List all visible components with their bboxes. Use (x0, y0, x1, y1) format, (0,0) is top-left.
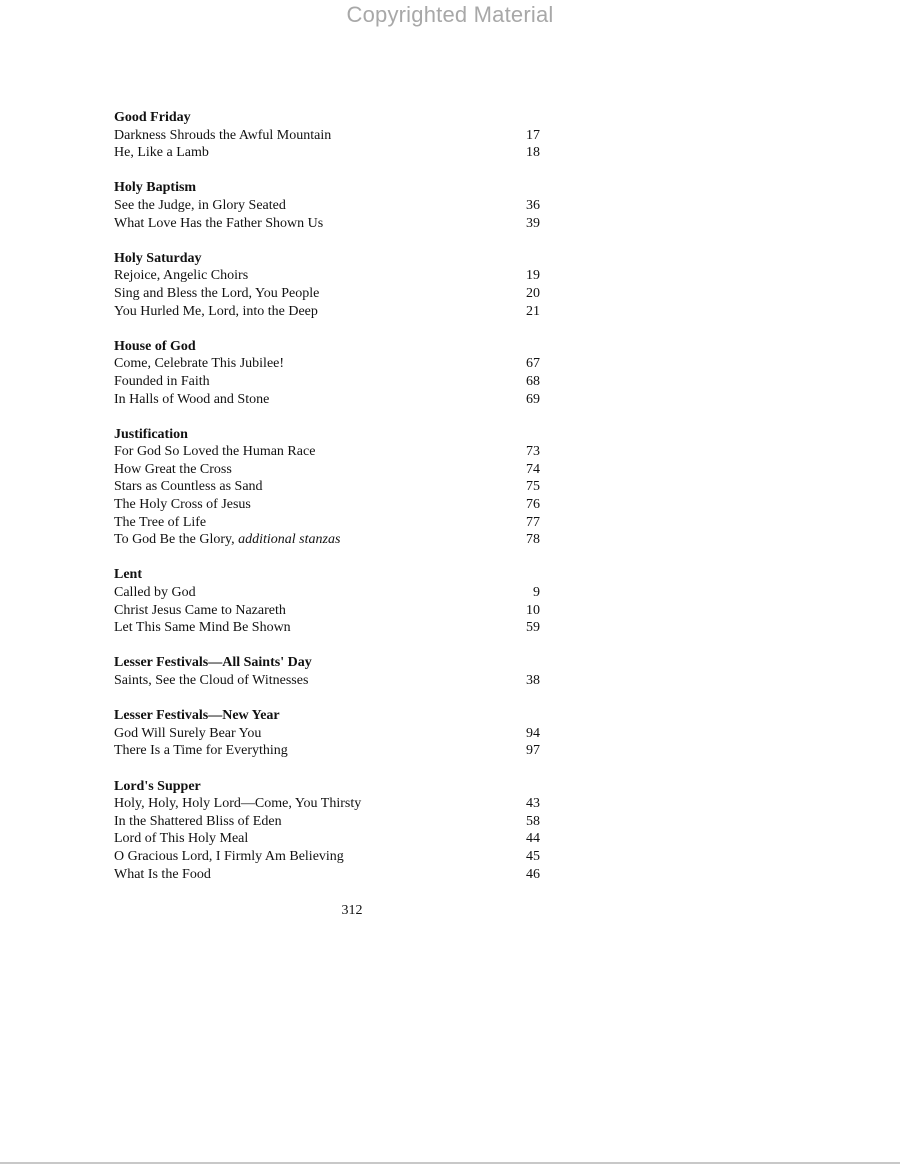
entry-title-text: Come, Celebrate This Jubilee! (114, 356, 285, 372)
index-entry (114, 355, 540, 373)
entry-title (114, 144, 209, 162)
entry-title-text: Saints, See the Cloud of Witnesses (114, 673, 309, 688)
index-entry (114, 303, 540, 321)
entry-title (114, 531, 340, 549)
entry-title (114, 461, 232, 479)
entry-title (114, 443, 315, 461)
entry-title (114, 602, 286, 620)
entry-title (114, 391, 269, 409)
index-entry (114, 866, 540, 884)
index-entry (114, 830, 540, 848)
entry-page-number: 36 (526, 197, 540, 213)
entry-title (114, 514, 206, 532)
index-section (114, 707, 540, 760)
index-entry (114, 215, 540, 233)
entry-title-text: God Will Surely Bear You (114, 725, 262, 741)
entry-page-number: 68 (526, 373, 540, 389)
page-number: 312 (341, 903, 363, 918)
entry-title (114, 197, 286, 215)
entry-title-text: Founded in Faith (114, 373, 210, 389)
index-entry (114, 514, 540, 532)
entry-page-number: 19 (526, 268, 540, 284)
entry-title (114, 672, 308, 690)
index-entry (114, 813, 540, 831)
entry-title (114, 355, 284, 373)
entry-title-text: In the Shattered Bliss of Eden (114, 813, 282, 829)
index-section (114, 654, 540, 689)
index-section (114, 426, 540, 549)
section-heading: Holy Saturday (114, 250, 202, 266)
topical-index (114, 109, 540, 901)
entry-title (114, 584, 196, 602)
index-section (114, 109, 540, 162)
entry-page-number: 38 (526, 673, 540, 688)
entry-title-text: The Tree of Life (114, 514, 207, 530)
section-heading: Good Friday (114, 110, 191, 125)
entry-title (114, 830, 248, 848)
entry-page-number: 58 (526, 813, 540, 829)
index-entry (114, 391, 540, 409)
entry-title-text: What Love Has the Father Shown Us (114, 215, 324, 231)
entry-title-text: Darkness Shrouds the Awful Mountain (114, 127, 332, 143)
index-section (114, 338, 540, 408)
entry-title-text: Sing and Bless the Lord, You People (114, 285, 320, 301)
entry-title-text: Rejoice, Angelic Choirs (114, 268, 249, 284)
entry-page-number: 45 (526, 848, 540, 864)
entry-title-text: To God Be the Glory, (114, 532, 235, 548)
entry-page-number: 17 (526, 127, 540, 143)
index-entry (114, 373, 540, 391)
entry-title (114, 848, 344, 866)
entry-title (114, 866, 211, 884)
entry-page-number: 73 (526, 444, 540, 460)
entry-title-text: There Is a Time for Everything (114, 743, 288, 759)
entry-title (114, 496, 251, 514)
index-entry (114, 742, 540, 760)
section-heading: House of God (114, 338, 196, 354)
entry-title-text: O Gracious Lord, I Firmly Am Believing (114, 848, 344, 864)
index-entry (114, 443, 540, 461)
entry-title (114, 725, 261, 743)
index-entry (114, 848, 540, 866)
section-heading: Lord's Supper (114, 778, 201, 794)
entry-page-number: 97 (526, 743, 540, 759)
entry-title-text: See the Judge, in Glory Seated (114, 197, 286, 213)
entry-title (114, 742, 288, 760)
index-section (114, 250, 540, 320)
entry-page-number: 21 (526, 303, 540, 319)
entry-title-text: Lord of This Holy Meal (114, 831, 249, 847)
entry-page-number: 10 (526, 602, 540, 618)
index-section (114, 179, 540, 232)
entry-page-number: 20 (526, 285, 540, 301)
entry-title (114, 215, 323, 233)
index-entry (114, 725, 540, 743)
entry-page-number: 18 (526, 145, 540, 161)
entry-page-number: 69 (526, 391, 540, 407)
entry-page-number: 75 (526, 479, 540, 495)
entry-title-text: For God So Loved the Human Race (114, 444, 316, 460)
entry-page-number: 77 (526, 514, 540, 530)
entry-note: additional stanzas (238, 532, 341, 548)
entry-title-text: He, Like a Lamb (114, 145, 209, 161)
index-entry (114, 127, 540, 145)
entry-title (114, 478, 263, 496)
section-heading: Lent (114, 567, 142, 583)
entry-page-number: 9 (533, 585, 540, 601)
entry-page-number: 78 (526, 532, 540, 548)
entry-title (114, 813, 282, 831)
section-heading: Justification (114, 426, 188, 442)
entry-title-text: Christ Jesus Came to Nazareth (114, 602, 286, 618)
section-heading: Lesser Festivals—All Saints' Day (114, 655, 312, 671)
index-entry (114, 478, 540, 496)
index-entry (114, 531, 540, 549)
entry-page-number: 43 (526, 796, 540, 812)
entry-title-text: In Halls of Wood and Stone (114, 391, 270, 407)
entry-title (114, 303, 318, 321)
entry-title-text: Called by God (114, 585, 196, 601)
index-entry (114, 197, 540, 215)
entry-page-number: 94 (526, 725, 540, 741)
section-heading: Holy Baptism (114, 180, 197, 196)
entry-title (114, 619, 291, 637)
index-entry (114, 144, 540, 162)
entry-title-text: Let This Same Mind Be Shown (114, 620, 291, 636)
index-entry (114, 267, 540, 285)
entry-title (114, 267, 248, 285)
index-entry (114, 602, 540, 620)
entry-title-text: How Great the Cross (114, 461, 232, 477)
entry-title (114, 373, 210, 391)
entry-page-number: 67 (526, 356, 540, 372)
index-entry (114, 619, 540, 637)
index-entry (114, 584, 540, 602)
entry-title-text: Holy, Holy, Holy Lord—Come, You Thirsty (114, 796, 362, 812)
entry-page-number: 44 (526, 831, 540, 847)
entry-title-text: The Holy Cross of Jesus (114, 497, 251, 513)
entry-title-text: What Is the Food (114, 866, 211, 882)
entry-page-number: 59 (526, 620, 540, 636)
entry-title (114, 127, 331, 145)
index-section (114, 778, 540, 884)
entry-page-number: 46 (526, 866, 540, 882)
index-entry (114, 285, 540, 303)
entry-title-text: You Hurled Me, Lord, into the Deep (114, 303, 318, 319)
index-entry (114, 461, 540, 479)
copyright-watermark: Copyrighted Material (346, 2, 554, 27)
index-entry (114, 672, 540, 690)
index-section (114, 566, 540, 636)
entry-title (114, 795, 361, 813)
entry-page-number: 76 (526, 497, 540, 513)
entry-title (114, 285, 319, 303)
entry-page-number: 74 (526, 461, 540, 477)
index-entry (114, 795, 540, 813)
entry-title-text: Stars as Countless as Sand (114, 479, 263, 495)
section-heading: Lesser Festivals—New Year (114, 708, 280, 724)
index-entry (114, 496, 540, 514)
entry-page-number: 39 (526, 215, 540, 231)
